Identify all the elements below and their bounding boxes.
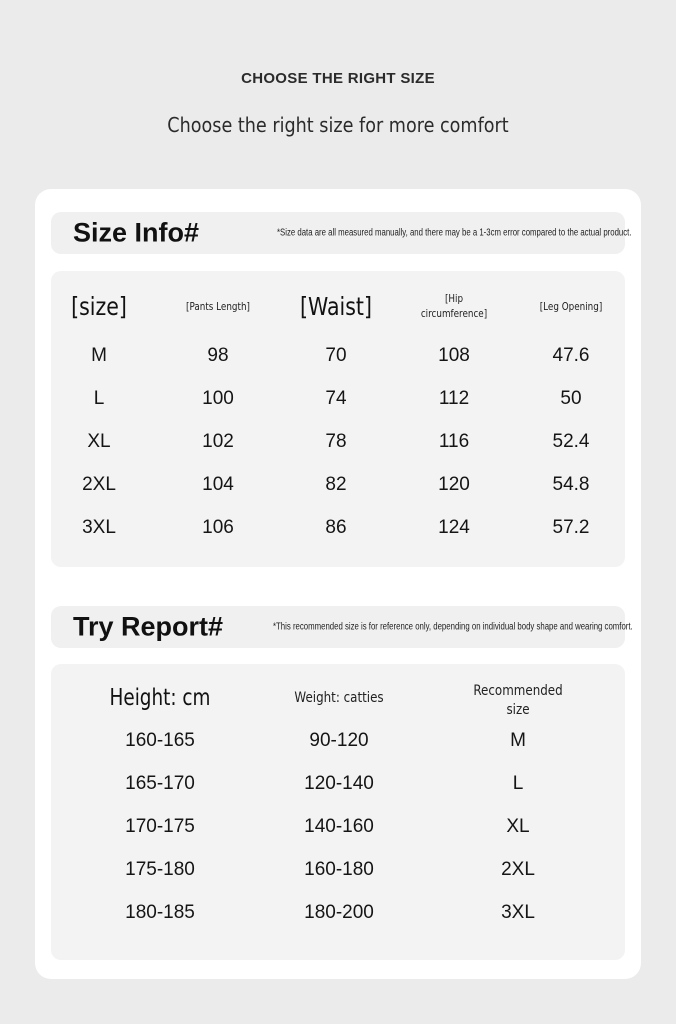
table-cell: 3XL	[501, 902, 535, 923]
table-cell: 74	[325, 388, 347, 409]
table-cell: 100	[202, 388, 234, 409]
table-cell: XL	[506, 816, 530, 837]
table-cell: 78	[325, 431, 347, 452]
table-cell: 57.2	[552, 517, 590, 538]
table-cell: 165-170	[125, 773, 195, 794]
table-cell: 102	[202, 431, 234, 452]
table-cell: 140-160	[304, 816, 374, 837]
try-report-title: Try Report#	[73, 611, 224, 642]
table-cell: 106	[202, 517, 234, 538]
table-cell: 120	[438, 474, 470, 495]
size-info-title: Size Info#	[73, 217, 200, 248]
table-cell: 47.6	[552, 345, 590, 366]
table-cell: M	[91, 345, 107, 366]
table-cell: 112	[438, 388, 470, 409]
table-cell: 70	[325, 345, 347, 366]
table-cell: M	[510, 730, 526, 751]
table-cell: 120-140	[304, 773, 374, 794]
table-cell: 98	[207, 345, 229, 366]
try-report-table	[51, 664, 625, 960]
table-cell: 124	[438, 517, 470, 538]
column-header-weight: Weight: catties	[294, 690, 384, 706]
column-header-leg-opening: [Leg Opening]	[539, 300, 603, 313]
column-header-recommended	[473, 682, 562, 720]
table-cell: 180-200	[304, 902, 374, 923]
page-subtitle: Choose the right size for more comfort	[167, 113, 509, 137]
table-cell: 160-180	[304, 859, 374, 880]
try-report-header	[51, 606, 633, 648]
column-header-pants-length: [Pants Length]	[186, 300, 250, 313]
table-cell: 2XL	[82, 474, 116, 495]
table-cell: XL	[87, 431, 111, 452]
size-info-note: *Size data are all measured manually, and there may be a 1-3cm error compared to the actual product.	[277, 227, 632, 239]
column-header-hip	[421, 291, 487, 321]
table-cell: 108	[438, 345, 470, 366]
table-cell: 180-185	[125, 902, 195, 923]
table-cell: 175-180	[125, 859, 195, 880]
size-info-table	[51, 271, 625, 567]
recommended-header-line1: Recommended	[473, 683, 563, 699]
try-report-note: *This recommended size is for reference only, depending on individual body shape and wearing comfort.	[273, 621, 633, 633]
table-cell: 86	[325, 517, 347, 538]
table-cell: 82	[325, 474, 347, 495]
size-card	[35, 189, 641, 979]
table-cell: 52.4	[552, 431, 590, 452]
table-cell: 54.8	[552, 474, 590, 495]
eyebrow-heading: CHOOSE THE RIGHT SIZE	[241, 70, 435, 87]
table-cell: L	[93, 388, 105, 409]
table-cell: 90-120	[309, 730, 369, 751]
table-cell: 160-165	[125, 730, 195, 751]
table-cell: 104	[202, 474, 234, 495]
recommended-header-line2: size	[506, 702, 530, 718]
table-cell: 116	[438, 431, 470, 452]
column-header-height: Height: cm	[109, 685, 211, 711]
hip-header-line2: circumference]	[420, 307, 488, 320]
column-header-waist: [Waist]	[300, 292, 372, 321]
size-info-header	[51, 212, 632, 254]
table-cell: L	[512, 773, 524, 794]
table-cell: 2XL	[501, 859, 535, 880]
table-cell: 170-175	[125, 816, 195, 837]
table-cell: 3XL	[82, 517, 116, 538]
hip-header-line1: [Hip	[444, 292, 464, 305]
column-header-size: [size]	[71, 292, 127, 321]
table-cell: 50	[560, 388, 582, 409]
